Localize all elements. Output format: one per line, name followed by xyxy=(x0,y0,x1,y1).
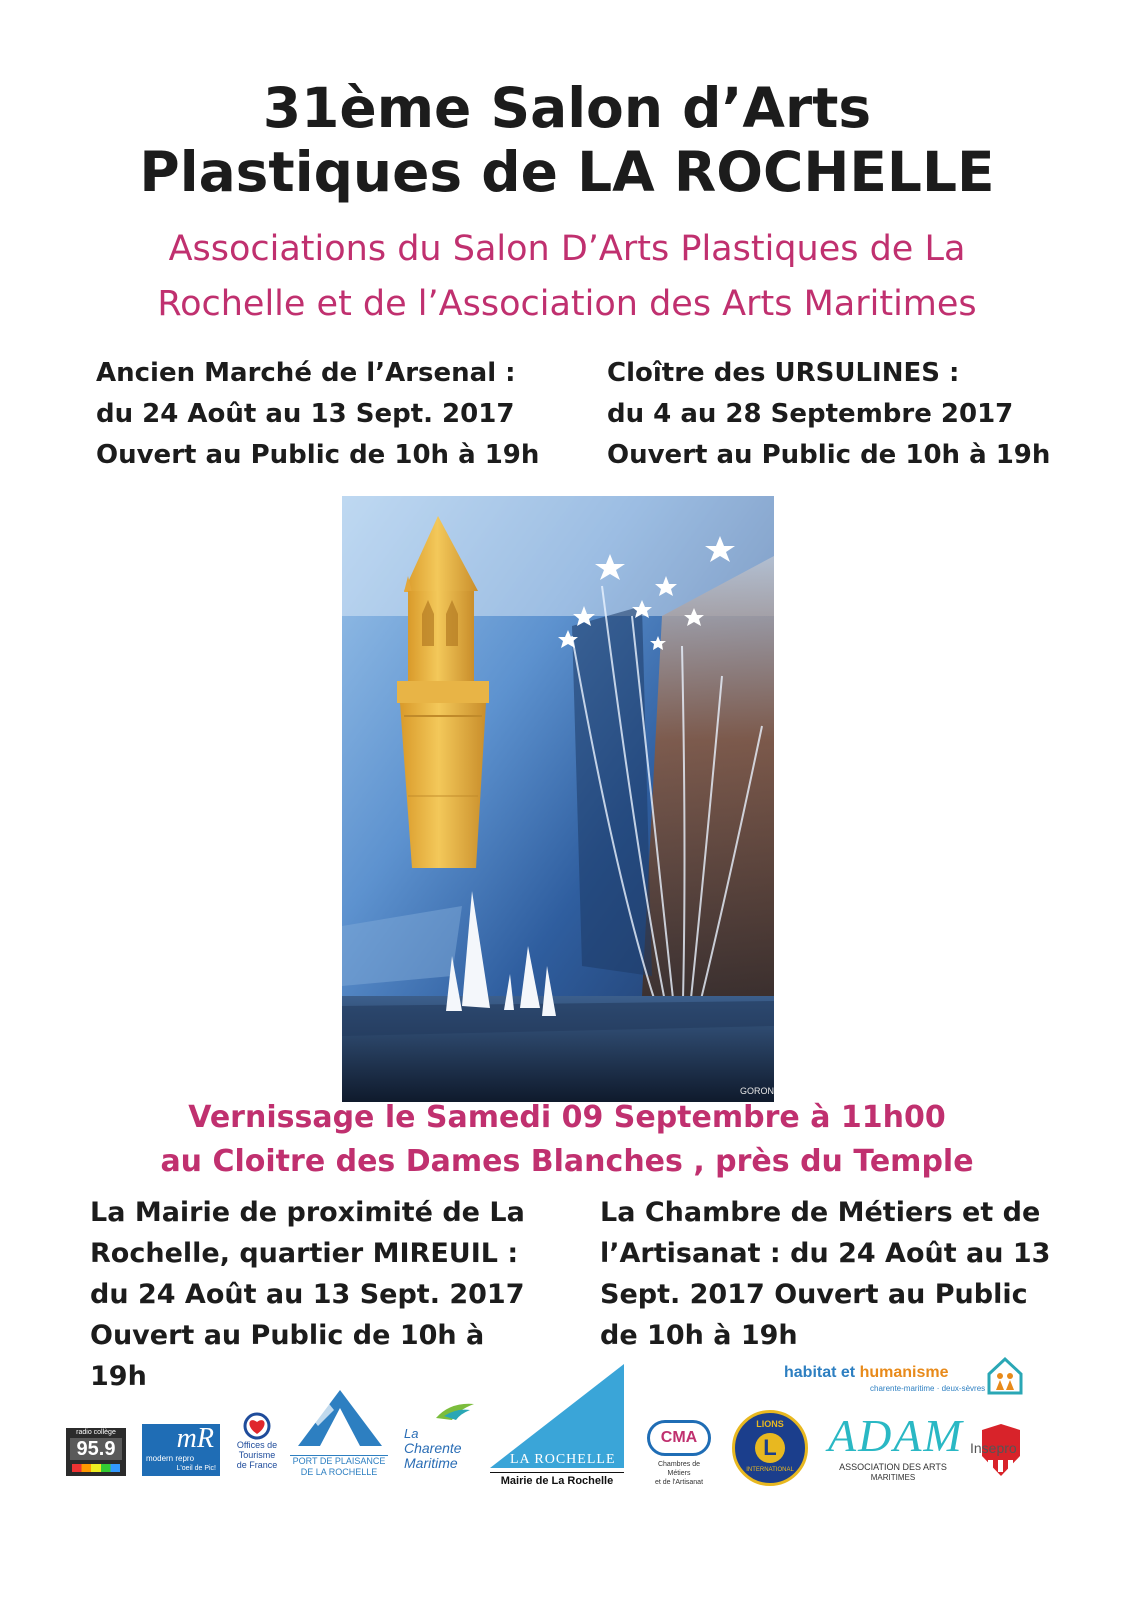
adam-l1: ASSOCIATION DES ARTS xyxy=(839,1462,947,1472)
venue-line: Ouvert au Public de 10h à 19h xyxy=(96,440,540,470)
venue-line: l’Artisanat : du 24 Août au 13 xyxy=(600,1238,1051,1269)
modern-mark: mR xyxy=(176,1423,214,1454)
habitat-house-icon xyxy=(986,1356,1024,1396)
tourisme-l2: Tourisme xyxy=(238,1450,276,1460)
tourisme-l3: de France xyxy=(236,1460,278,1470)
venue-line: du 24 Août au 13 Sept. 2017 xyxy=(90,1279,525,1310)
modern-name: modern repro xyxy=(146,1454,195,1463)
lions-top: LIONS xyxy=(756,1419,784,1429)
logo-offices-tourisme xyxy=(230,1412,284,1478)
charente-l3: Maritime xyxy=(404,1455,458,1471)
radio-equalizer-icon xyxy=(72,1464,120,1472)
logo-charente-maritime xyxy=(400,1400,484,1471)
tourisme-heart-icon xyxy=(237,1412,277,1440)
venue-line: de 10h à 19h xyxy=(600,1320,798,1351)
venue-line: Ouvert au Public de 10h à 19h xyxy=(607,440,1051,470)
radio-freq: 95.9 xyxy=(70,1438,122,1460)
radio-top: radio collège xyxy=(76,1429,116,1436)
adam-mark: ADAM xyxy=(828,1410,964,1461)
title-line-1: 31ème Salon d’Arts xyxy=(262,76,872,140)
vernissage-line-2: au Cloitre des Dames Blanches , près du Temple xyxy=(160,1144,974,1179)
cma-l1: Chambres de Métiers xyxy=(657,1461,701,1477)
mairie-sub: Mairie de La Rochelle xyxy=(490,1472,624,1489)
vernissage-info xyxy=(0,1096,1134,1184)
venue-mairie-mireuil xyxy=(90,1192,550,1397)
lions-bottom: INTERNATIONAL xyxy=(746,1467,794,1473)
logo-lions-international xyxy=(732,1410,808,1486)
venue-line: Sept. 2017 Ouvert au Public xyxy=(600,1279,1028,1310)
mairie-name: LA ROCHELLE xyxy=(510,1452,616,1467)
vernissage-line-1: Vernissage le Samedi 09 Septembre à 11h00 xyxy=(188,1100,946,1135)
logo-modern-repro xyxy=(142,1424,220,1476)
venue-chambre-metiers xyxy=(600,1192,1060,1356)
title-line-2: Plastiques de LA ROCHELLE xyxy=(139,140,995,204)
logo-adam-association xyxy=(828,1410,964,1486)
port-l2: DE LA ROCHELLE xyxy=(300,1467,378,1477)
venue-line: La Chambre de Métiers et de xyxy=(600,1197,1041,1228)
subtitle-line-2: Rochelle et de l’Association des Arts Maritimes xyxy=(157,284,977,324)
painting-lanterne-tower xyxy=(342,496,774,1102)
charente-l1: La xyxy=(404,1426,419,1441)
port-l1: PORT DE PLAISANCE xyxy=(290,1455,388,1467)
insepro-name: Insepro xyxy=(970,1440,1017,1456)
habitat-sub: charente-maritime · deux-sèvres xyxy=(870,1384,986,1393)
charente-l2: Charente xyxy=(404,1440,462,1456)
poster-title xyxy=(0,76,1134,204)
cma-l2: et de l'Artisanat xyxy=(654,1479,704,1486)
tourisme-l1: Offices de xyxy=(236,1440,278,1450)
logo-radio-college xyxy=(66,1428,126,1476)
venue-line: du 4 au 28 Septembre 2017 xyxy=(607,399,1014,429)
logo-insepro xyxy=(970,1420,1030,1484)
modern-tag: L'oeil de Pic! xyxy=(176,1465,216,1472)
venue-line: du 24 Août au 13 Sept. 2017 xyxy=(96,399,515,429)
logo-habitat-humanisme xyxy=(784,1356,1024,1400)
venue-line: Rochelle, quartier MIREUIL : xyxy=(90,1238,519,1269)
habitat-wordmark: habitat et humanisme xyxy=(784,1364,949,1381)
logo-chambres-metiers xyxy=(646,1420,712,1490)
charente-bird-icon xyxy=(400,1400,484,1422)
venue-line: Cloître des URSULINES : xyxy=(607,358,960,388)
painting-signature: GORON xyxy=(740,1086,774,1096)
logo-mairie-la-rochelle xyxy=(490,1364,624,1502)
poster-subtitle xyxy=(60,222,1074,332)
venue-line: La Mairie de proximité de La xyxy=(90,1197,525,1228)
logo-port-plaisance xyxy=(290,1386,388,1478)
lions-mark: L xyxy=(755,1433,785,1463)
port-sail-icon xyxy=(290,1386,388,1450)
subtitle-line-1: Associations du Salon D’Arts Plastiques de La xyxy=(168,229,966,269)
venue-arsenal xyxy=(96,353,539,476)
cma-mark: CMA xyxy=(647,1420,711,1456)
adam-l2: MARITIMES xyxy=(870,1473,916,1482)
venue-line: Ouvert au Public de 10h à 19h xyxy=(90,1320,485,1392)
venue-ursulines xyxy=(607,353,1050,476)
venue-line: Ancien Marché de l’Arsenal : xyxy=(96,358,516,388)
